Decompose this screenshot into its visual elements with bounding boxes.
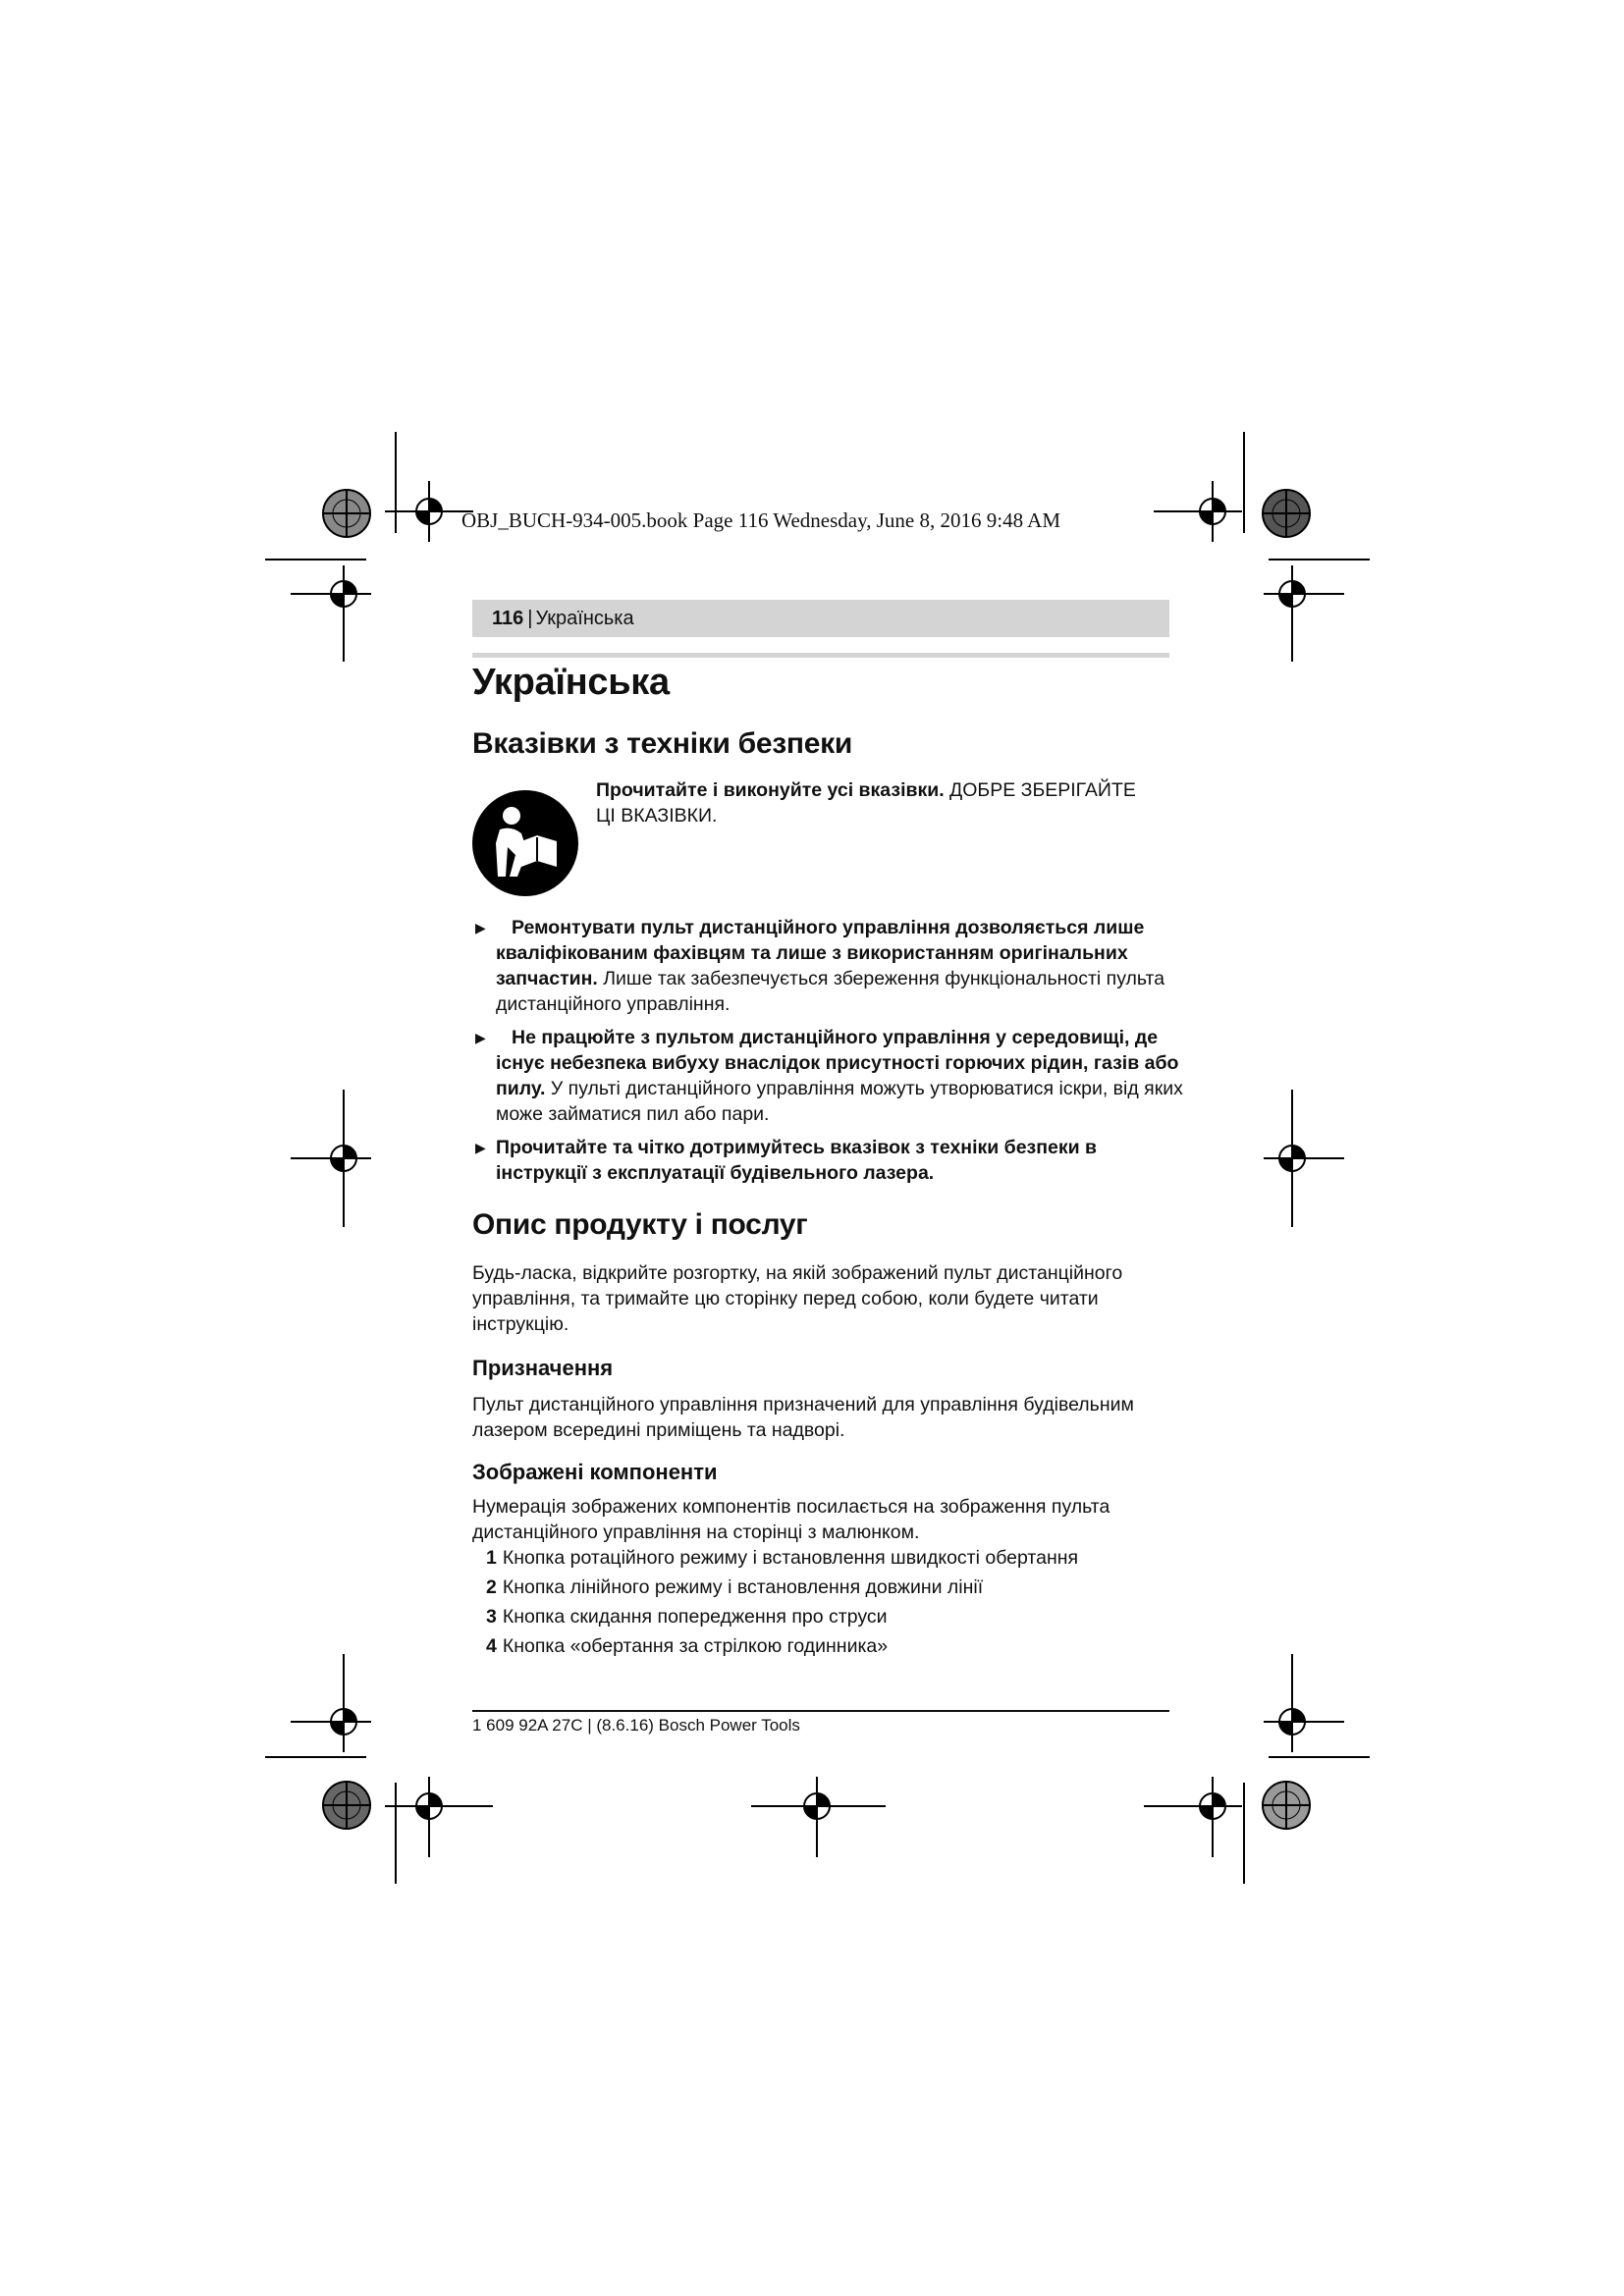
components-intro: Нумерація зображених компонентів посилається на зображення пульта дистанційного управління на сторінці з малюнком.: [472, 1496, 1110, 1543]
warning-bold: Не працюйте з пультом дистанційного управління у середовищі, де існує небезпека вибуху внаслідок присутності горючих рідин, газів або пилу.: [496, 1027, 1179, 1099]
page-header: [472, 600, 1169, 637]
safety-heading: Вказівки з техніки безпеки: [472, 727, 852, 760]
registration-mark-top-left: [385, 481, 473, 542]
purpose-heading: Призначення: [472, 1356, 614, 1380]
registration-mark-lower-left: [291, 1654, 371, 1752]
product-intro: Будь-ласка, відкрийте розгортку, на якій зображений пульт дистанційного управління, та тримайте цю сторінку перед собою, коли будете читати інструкцію.: [472, 1262, 1123, 1335]
read-instructions-rest: ДОБРЕ ЗБЕРІГАЙТЕ ЦІ ВКАЗІВКИ.: [596, 779, 1136, 827]
footer-rule: [472, 1710, 1169, 1712]
page-footer: 1 609 92A 27C | (8.6.16) Bosch Power Tools: [472, 1716, 800, 1735]
component-label: Кнопка ротаційного режиму і встановлення швидкості обертання: [502, 1547, 1079, 1569]
warnings-list: [472, 915, 1189, 1194]
header-section: Українська: [535, 607, 634, 629]
warning-text: У пульті дистанційного управління можуть утворюватися іскри, від яких може займатися пил або пари.: [496, 1078, 1183, 1125]
warning-bold: Прочитайте та чітко дотримуйтесь вказівок з техніки безпеки в інструкції з експлуатації будівельного лазера.: [496, 1137, 1098, 1184]
component-label: Кнопка лінійного режиму і встановлення довжини лінії: [502, 1576, 984, 1598]
registration-mark-top-right: [1154, 481, 1242, 542]
warning-bold: Ремонтувати пульт дистанційного управління дозволяється лише кваліфікованим фахівцям та лише з використанням оригінальних запчастин.: [496, 917, 1145, 989]
color-target-bottom-right: [1263, 1782, 1310, 1829]
bullet-arrow-icon: ▶: [475, 1140, 486, 1155]
registration-mark-middle-left: [291, 1090, 371, 1227]
color-target-bottom-left: [323, 1782, 370, 1829]
read-manual-icon: [472, 790, 578, 896]
components-heading: Зображені компоненти: [472, 1460, 718, 1484]
registration-mark-lower-right: [1264, 1654, 1344, 1752]
registration-mark-bottom-right: [1144, 1777, 1242, 1857]
registration-mark-middle-right: [1264, 1090, 1344, 1227]
component-number: 1: [486, 1547, 497, 1569]
components-list: [472, 1545, 1169, 1663]
component-label: Кнопка скидання попередження про струси: [502, 1606, 888, 1628]
read-instructions-bold: Прочитайте і виконуйте усі вказівки.: [596, 779, 945, 801]
color-target-top-right: [1263, 490, 1310, 537]
component-number: 4: [486, 1635, 497, 1657]
list-item: [472, 1633, 1169, 1659]
warning-item: [472, 1025, 1189, 1127]
page-number: 116: [492, 607, 524, 629]
purpose-text: Пульт дистанційного управління призначений для управління будівельним лазером всередині приміщень та надворі.: [472, 1394, 1134, 1441]
registration-mark-bottom-center: [751, 1777, 886, 1857]
component-number: 2: [486, 1576, 497, 1598]
book-info-line: OBJ_BUCH-934-005.book Page 116 Wednesday, June 8, 2016 9:48 AM: [461, 508, 1061, 532]
header-rule: [472, 653, 1169, 658]
bullet-arrow-icon: ▶: [475, 920, 486, 935]
read-instructions-text: [596, 777, 1146, 828]
bullet-arrow-icon: ▶: [475, 1030, 486, 1045]
color-target-top-left: [323, 490, 370, 537]
registration-mark-upper-left: [291, 565, 371, 662]
component-number: 3: [486, 1606, 497, 1628]
registration-mark-upper-right: [1264, 565, 1344, 662]
page-title: Українська: [472, 662, 670, 703]
product-heading: Опис продукту і послуг: [472, 1208, 808, 1241]
list-item: [472, 1545, 1169, 1571]
registration-mark-bottom-left: [385, 1777, 493, 1857]
warning-item: [472, 1135, 1189, 1186]
component-label: Кнопка «обертання за стрілкою годинника»: [502, 1635, 889, 1657]
list-item: [472, 1575, 1169, 1600]
header-separator: |: [527, 607, 533, 629]
warning-item: [472, 915, 1189, 1017]
warning-text: Лише так забезпечується збереження функціональності пульта дистанційного управління.: [496, 968, 1165, 1015]
list-item: [472, 1604, 1169, 1629]
